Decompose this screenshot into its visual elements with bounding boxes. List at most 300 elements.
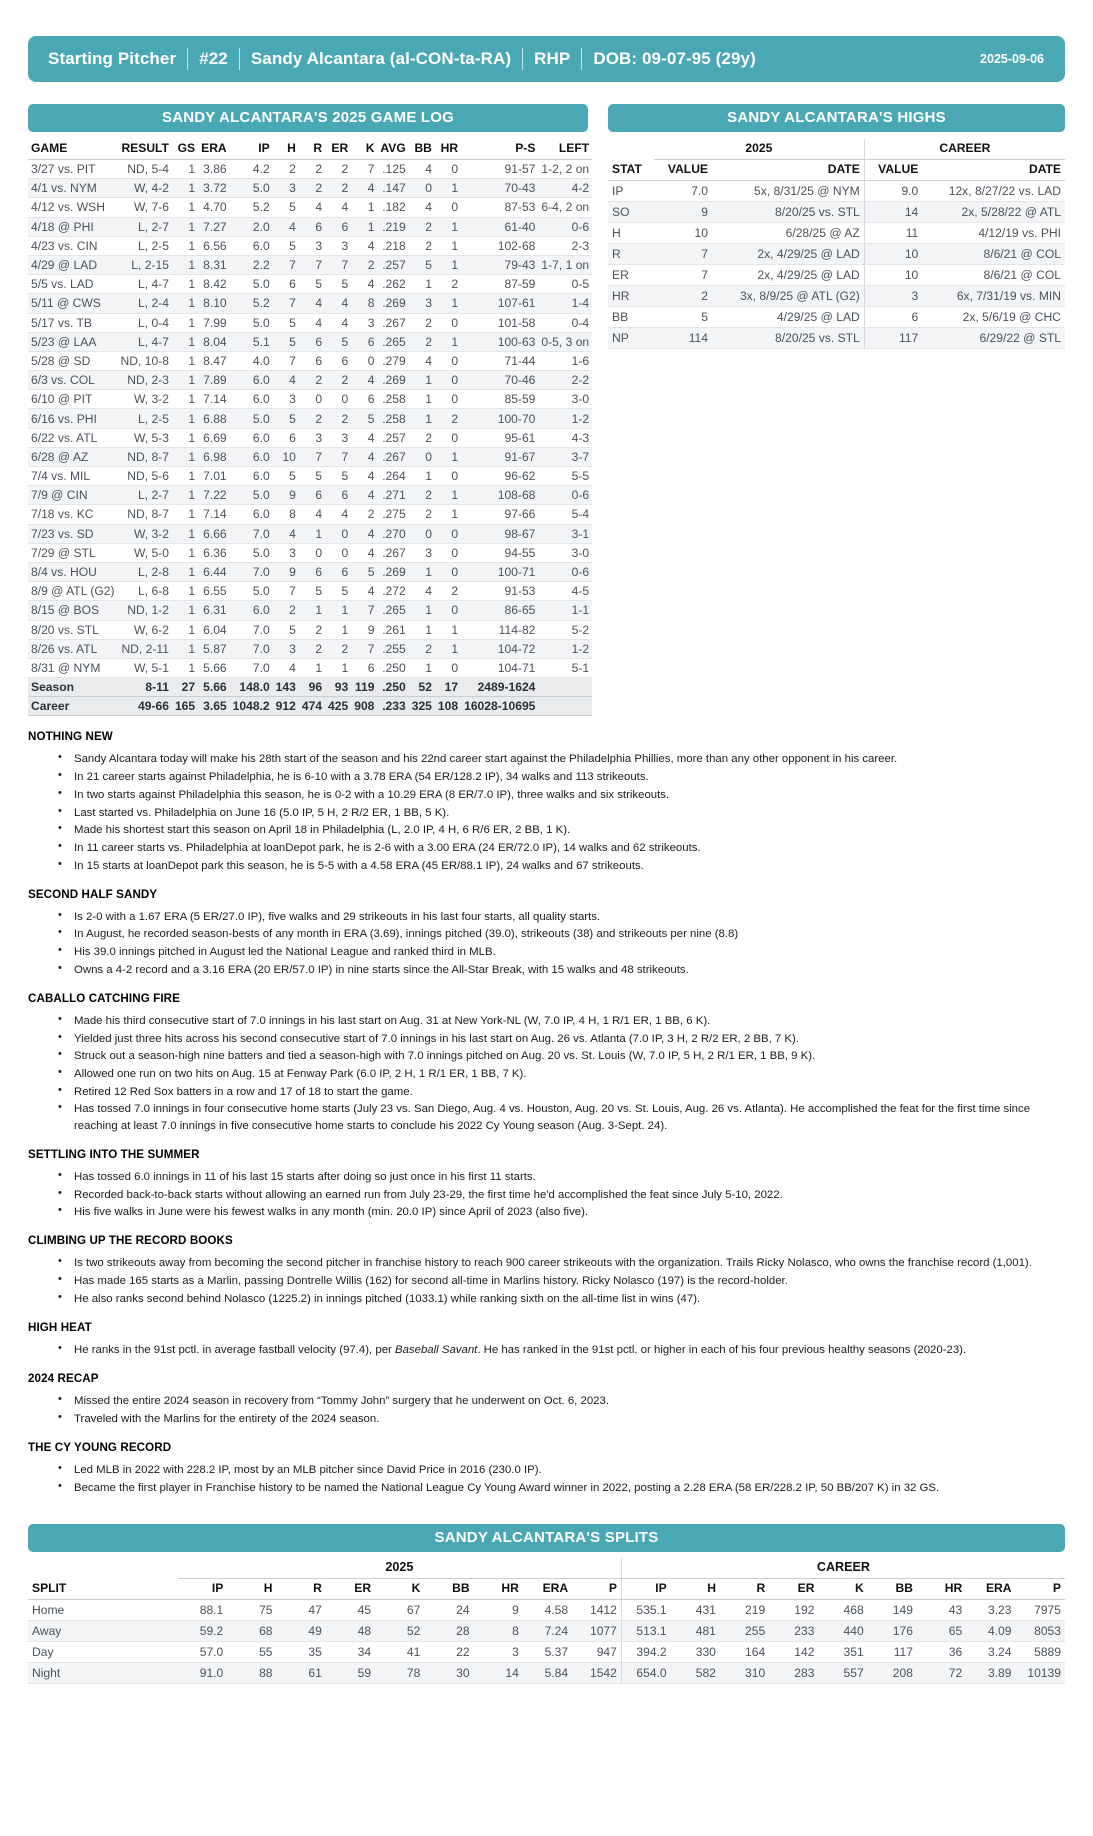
game-log-cell: 2 [409, 505, 435, 524]
game-log-cell: 4 [351, 486, 377, 505]
game-log-cell: 2 [299, 371, 325, 390]
game-log-cell: 8/26 vs. ATL [28, 639, 118, 658]
highs-cell: 2x, 5/28/22 @ ATL [922, 202, 1065, 223]
game-log-cell: 8/15 @ BOS [28, 601, 118, 620]
game-log-cell: 10 [273, 447, 299, 466]
game-log-cell: 4-2 [538, 179, 592, 198]
splits-cell: 7975 [1016, 1599, 1065, 1620]
game-log-cell: 6.44 [198, 562, 230, 581]
splits-cell: 78 [375, 1662, 424, 1683]
game-log-cell: 8 [273, 505, 299, 524]
splits-cell: 10139 [1016, 1662, 1065, 1683]
game-log-cell: .269 [377, 294, 408, 313]
game-log-cell: 7.0 [230, 524, 273, 543]
game-log-cell: 1 [172, 332, 198, 351]
splits-cell: 440 [818, 1620, 867, 1641]
game-log-cell: 6 [299, 562, 325, 581]
game-log-cell: .125 [377, 160, 408, 179]
game-log-cell: 6/10 @ PIT [28, 390, 118, 409]
game-log-cell: 7 [273, 582, 299, 601]
splits-col-p-2025: P [572, 1578, 621, 1599]
game-log-cell: 1 [172, 486, 198, 505]
game-log-cell: 5-1 [538, 658, 592, 677]
game-log-cell: 4 [325, 294, 351, 313]
game-log-cell: 8 [351, 294, 377, 313]
game-log-cell: 2 [409, 313, 435, 332]
highs-cell: 10 [654, 223, 712, 244]
game-log-cell: 6.66 [198, 524, 230, 543]
col-hr: HR [435, 139, 461, 160]
table-row [608, 307, 1065, 328]
game-log-cell: 2 [351, 255, 377, 274]
game-log-cell: 3 [409, 294, 435, 313]
game-log-cell: 2 [409, 236, 435, 255]
game-date: 2025-09-06 [980, 52, 1044, 66]
list-item: • Sandy Alcantara today will make his 28th start of the season and his 22nd career start against the Philadelphia Phillies, more than any other opponent in his career. [72, 751, 1065, 767]
game-log-cell: 5.66 [198, 678, 230, 697]
splits-cell: 30 [424, 1662, 473, 1683]
splits-col-er-2025: ER [326, 1578, 375, 1599]
game-log-cell: 0 [299, 543, 325, 562]
highs-cell: HR [608, 286, 654, 307]
highs-body [608, 181, 1065, 349]
game-log-cell: 3 [409, 543, 435, 562]
game-log-cell: L, 0-4 [118, 313, 172, 332]
list-item: • Is 2-0 with a 1.67 ERA (5 ER/27.0 IP), five walks and 29 strikeouts in his last four starts, all quality starts. [72, 909, 1065, 925]
game-log-cell: 6 [325, 486, 351, 505]
game-log-cell: W, 5-3 [118, 428, 172, 447]
game-log-cell: .275 [377, 505, 408, 524]
splits-cell: 1542 [572, 1662, 621, 1683]
splits-cell: 9 [474, 1599, 523, 1620]
game-log-cell: 91-67 [461, 447, 538, 466]
game-log-cell: 0 [435, 351, 461, 370]
splits-cell: 310 [720, 1662, 769, 1683]
table-row [608, 244, 1065, 265]
highs-header-row [608, 160, 1065, 181]
game-log-cell: 3 [325, 236, 351, 255]
game-log-cell: 5 [351, 562, 377, 581]
game-log-cell: 7 [351, 639, 377, 658]
table-row [28, 620, 592, 639]
splits-cell: 4.09 [966, 1620, 1015, 1641]
splits-cell: 4.58 [523, 1599, 572, 1620]
game-log-cell: 4 [409, 351, 435, 370]
table-row [28, 275, 592, 294]
game-log-cell: 5 [273, 313, 299, 332]
note-bullet-list [28, 1255, 1065, 1307]
splits-cell: 68 [227, 1620, 276, 1641]
game-log-cell: 1 [172, 601, 198, 620]
game-log-cell: 1 [172, 294, 198, 313]
game-log-cell: 0 [435, 467, 461, 486]
game-log-cell: 0 [435, 198, 461, 217]
game-log-cell: .265 [377, 601, 408, 620]
game-log-cell: 1 [172, 179, 198, 198]
splits-row-label: Away [28, 1620, 178, 1641]
splits-cell: 3.24 [966, 1641, 1015, 1662]
game-log-cell: 91-53 [461, 582, 538, 601]
game-log-cell: W, 6-2 [118, 620, 172, 639]
note-bullet-list [28, 1393, 1065, 1427]
game-log-cell: 8.10 [198, 294, 230, 313]
game-log-cell: 6.0 [230, 467, 273, 486]
game-log-cell: 1 [435, 255, 461, 274]
game-log-cell: 3-7 [538, 447, 592, 466]
game-log-cell: 107-61 [461, 294, 538, 313]
game-log-cell: 2 [409, 428, 435, 447]
game-log-cell: 908 [351, 697, 377, 716]
game-log-cell: Career [28, 697, 118, 716]
col-ip: IP [230, 139, 273, 160]
game-log-cell: 4 [299, 294, 325, 313]
game-log-cell: 6.69 [198, 428, 230, 447]
splits-cell: 8053 [1016, 1620, 1065, 1641]
game-log-cell: 6.55 [198, 582, 230, 601]
game-log-cell: 0-5 [538, 275, 592, 294]
table-row [28, 1620, 1065, 1641]
game-log-cell: 2 [325, 160, 351, 179]
game-log-cell: 2 [435, 275, 461, 294]
game-log-cell: .250 [377, 658, 408, 677]
game-log-cell: 0 [409, 179, 435, 198]
highs-cell: 7 [654, 265, 712, 286]
splits-cell: 35 [277, 1641, 326, 1662]
game-log-cell: 1 [172, 160, 198, 179]
table-row [28, 255, 592, 274]
highs-cell: 9 [654, 202, 712, 223]
splits-cell: 7.24 [523, 1620, 572, 1641]
game-log-cell: 2 [299, 160, 325, 179]
game-log-table [28, 139, 592, 716]
game-log-cell: 5.0 [230, 486, 273, 505]
game-log-cell: 52 [409, 678, 435, 697]
game-log-cell: 6.0 [230, 371, 273, 390]
game-log-cell: 96-62 [461, 467, 538, 486]
game-log-cell: 0 [325, 543, 351, 562]
splits-col-split: SPLIT [28, 1578, 178, 1599]
splits-cell: 117 [868, 1641, 917, 1662]
game-log-cell: 1 [172, 524, 198, 543]
game-log-cell: 2 [409, 217, 435, 236]
list-item: • Made his third consecutive start of 7.0 innings in his last start on Aug. 31 at New York-NL (W, 7.0 IP, 4 H, 1 R/1 ER, 1 BB, 6 K). [72, 1013, 1065, 1029]
highs-cell: 14 [864, 202, 922, 223]
table-row [608, 328, 1065, 349]
game-log-cell: .233 [377, 697, 408, 716]
highs-cell: 2x, 4/29/25 @ LAD [712, 265, 864, 286]
game-log-cell: 1 [172, 505, 198, 524]
game-log-cell: 2 [435, 409, 461, 428]
game-log-cell: 5 [351, 409, 377, 428]
splits-cell: 34 [326, 1641, 375, 1662]
game-log-cell: W, 4-2 [118, 179, 172, 198]
splits-cell: 14 [474, 1662, 523, 1683]
splits-group-row [28, 1558, 1065, 1579]
game-log-cell: 1 [409, 620, 435, 639]
game-log-cell: 2 [409, 639, 435, 658]
col-er: ER [325, 139, 351, 160]
game-log-cell: 1 [435, 179, 461, 198]
note-section-heading: CLIMBING UP THE RECORD BOOKS [28, 1234, 233, 1248]
game-log-cell: 2.0 [230, 217, 273, 236]
game-log-cell: .272 [377, 582, 408, 601]
highs-title: SANDY ALCANTARA'S HIGHS [608, 104, 1065, 132]
list-item: • His five walks in June were his fewest walks in any month (min. 20.0 IP) since April of 2023 (also five). [72, 1204, 1065, 1220]
game-log-cell: 0-5, 3 on [538, 332, 592, 351]
splits-col-hr-2025: HR [474, 1578, 523, 1599]
game-log-cell: 7 [299, 447, 325, 466]
highs-group-blank [608, 139, 654, 160]
table-row [28, 658, 592, 677]
game-log-cell: 2 [299, 639, 325, 658]
game-log-cell: 7 [273, 294, 299, 313]
splits-cell: 22 [424, 1641, 473, 1662]
game-log-cell: 7/4 vs. MIL [28, 467, 118, 486]
game-log-cell: 61-40 [461, 217, 538, 236]
note-section-heading: CABALLO CATCHING FIRE [28, 992, 180, 1005]
game-log-body [28, 160, 592, 716]
splits-cell: 47 [277, 1599, 326, 1620]
game-log-panel [28, 104, 588, 716]
game-log-cell: L, 4-7 [118, 332, 172, 351]
splits-row-label: Home [28, 1599, 178, 1620]
game-log-cell: 4 [351, 371, 377, 390]
list-item: • In two starts against Philadelphia this season, he is 0-2 with a 10.29 ERA (8 ER/7.0 IP), three walks and six strikeouts. [72, 787, 1065, 803]
game-log-cell: 98-67 [461, 524, 538, 543]
highs-cell: 10 [864, 244, 922, 265]
highs-group-2025: 2025 [654, 139, 864, 160]
table-row [608, 286, 1065, 307]
game-log-cell: 7 [273, 351, 299, 370]
game-log-cell: 6/22 vs. ATL [28, 428, 118, 447]
game-log-cell: 6/28 @ AZ [28, 447, 118, 466]
table-row [28, 1599, 1065, 1620]
splits-col-ip-2025: IP [178, 1578, 227, 1599]
splits-cell: 88 [227, 1662, 276, 1683]
game-log-cell: 94-55 [461, 543, 538, 562]
highs-group-row [608, 139, 1065, 160]
game-log-cell: L, 2-7 [118, 486, 172, 505]
highs-cell: 2 [654, 286, 712, 307]
game-log-cell: 4 [299, 313, 325, 332]
game-log-cell: 1 [172, 351, 198, 370]
game-log-cell: 95-61 [461, 428, 538, 447]
player-name: Sandy Alcantara (al-CON-ta-RA) [250, 49, 512, 68]
game-log-cell: 7.0 [230, 562, 273, 581]
game-log-cell: L, 6-8 [118, 582, 172, 601]
highs-cell: 7.0 [654, 181, 712, 202]
game-log-cell: 1 [409, 390, 435, 409]
game-log-cell: 0 [409, 524, 435, 543]
game-log-cell: 6.0 [230, 236, 273, 255]
game-log-cell: 4 [273, 524, 299, 543]
game-log-cell: 1 [172, 275, 198, 294]
splits-cell: 164 [720, 1641, 769, 1662]
note-bullet-list [28, 1169, 1065, 1221]
game-log-cell: 3 [325, 428, 351, 447]
game-log-cell: 1 [435, 217, 461, 236]
game-log-cell: 8.31 [198, 255, 230, 274]
game-log-cell: 1 [435, 620, 461, 639]
game-log-cell: 49-66 [118, 697, 172, 716]
game-log-cell: 0-6 [538, 562, 592, 581]
game-log-cell: 9 [273, 562, 299, 581]
table-row-total [28, 697, 592, 716]
highs-cell: IP [608, 181, 654, 202]
highs-cell: ER [608, 265, 654, 286]
game-log-cell: ND, 10-8 [118, 351, 172, 370]
game-log-cell: 0 [435, 371, 461, 390]
game-log-cell: ND, 5-6 [118, 467, 172, 486]
player-dob: DOB: 09-07-95 (29y) [593, 49, 756, 68]
game-log-cell: 4/29 @ LAD [28, 255, 118, 274]
game-log-cell: 1 [409, 409, 435, 428]
game-log-cell: 2 [299, 409, 325, 428]
game-log-cell: W, 7-6 [118, 198, 172, 217]
game-log-cell: W, 5-1 [118, 658, 172, 677]
game-log-cell: L, 2-7 [118, 217, 172, 236]
game-log-cell: 6 [299, 351, 325, 370]
game-log-cell: .267 [377, 543, 408, 562]
game-log-cell: 7/18 vs. KC [28, 505, 118, 524]
game-log-cell: 1 [172, 562, 198, 581]
game-log-cell: 1-6 [538, 351, 592, 370]
game-log-cell: ND, 8-7 [118, 505, 172, 524]
game-log-cell: 4 [409, 198, 435, 217]
game-log-cell: L, 4-7 [118, 275, 172, 294]
game-log-cell: W, 3-2 [118, 524, 172, 543]
splits-cell: 149 [868, 1599, 917, 1620]
note-section-heading: NOTHING NEW [28, 730, 113, 744]
game-log-cell: 7.14 [198, 390, 230, 409]
note-section-heading: HIGH HEAT [28, 1320, 92, 1334]
game-log-cell: 6.0 [230, 505, 273, 524]
game-log-cell: 16028-10695 [461, 697, 538, 716]
game-log-cell: 474 [299, 697, 325, 716]
table-row [28, 467, 592, 486]
splits-cell: 65 [917, 1620, 966, 1641]
game-log-cell: 7 [299, 255, 325, 274]
game-log-cell: 5 [273, 198, 299, 217]
game-log-cell: 5/17 vs. TB [28, 313, 118, 332]
game-log-cell: 6.0 [230, 447, 273, 466]
game-log-cell: 6 [299, 332, 325, 351]
player-number: #22 [199, 49, 228, 68]
splits-cell: 255 [720, 1620, 769, 1641]
splits-col-era-2025: ERA [523, 1578, 572, 1599]
col-h: H [273, 139, 299, 160]
highs-group-career: CAREER [864, 139, 1065, 160]
game-log-cell: 1 [435, 294, 461, 313]
game-log-cell: 6.0 [230, 428, 273, 447]
game-log-cell: 3 [273, 543, 299, 562]
game-log-cell: 4 [409, 582, 435, 601]
splits-col-er-career: ER [769, 1578, 818, 1599]
game-log-cell: 6/16 vs. PHI [28, 409, 118, 428]
splits-cell: 41 [375, 1641, 424, 1662]
table-row [28, 236, 592, 255]
list-item: • Yielded just three hits across his second consecutive start of 7.0 innings in his last start on Aug. 26 vs. Atlanta (7.0 IP, 3 H, 2 R/2 ER, 2 BB, 7 K). [72, 1031, 1065, 1047]
game-log-cell: 27 [172, 678, 198, 697]
game-log-cell: 5.1 [230, 332, 273, 351]
game-log-cell: 8.42 [198, 275, 230, 294]
game-log-cell: 96 [299, 678, 325, 697]
game-log-cell: 7/9 @ CIN [28, 486, 118, 505]
list-item: • Retired 12 Red Sox batters in a row and 17 of 18 to start the game. [72, 1084, 1065, 1100]
splits-table [28, 1558, 1065, 1684]
game-log-cell: 1 [435, 447, 461, 466]
game-log-cell: 1 [172, 543, 198, 562]
game-log-cell: 2 [325, 371, 351, 390]
game-log-cell: 0 [435, 390, 461, 409]
game-log-cell: 1 [172, 582, 198, 601]
col-gs: GS [172, 139, 198, 160]
game-log-cell: 3.86 [198, 160, 230, 179]
game-log-cell: 6.88 [198, 409, 230, 428]
highs-col-date-2025: DATE [712, 160, 864, 181]
game-log-cell: 5 [273, 620, 299, 639]
col-r: R [299, 139, 325, 160]
player-role: Starting Pitcher [48, 49, 177, 68]
game-log-cell: 6 [351, 390, 377, 409]
game-log-cell: 2 [325, 179, 351, 198]
game-log-cell: ND, 2-11 [118, 639, 172, 658]
game-log-cell: 2-3 [538, 236, 592, 255]
game-log-cell: 0 [435, 601, 461, 620]
splits-header-row [28, 1578, 1065, 1599]
game-log-cell: 4.0 [230, 351, 273, 370]
game-log-cell: .262 [377, 275, 408, 294]
highs-cell: 8/20/25 vs. STL [712, 328, 864, 349]
game-log-cell: 1 [172, 428, 198, 447]
game-log-cell: 97-66 [461, 505, 538, 524]
game-log-cell: 1 [172, 313, 198, 332]
splits-cell: 67 [375, 1599, 424, 1620]
list-item: • In 15 starts at loanDepot park this season, he is 5-5 with a 4.58 ERA (45 ER/88.1 IP), 24 walks and 67 strikeouts. [72, 858, 1065, 874]
splits-col-r-2025: R [277, 1578, 326, 1599]
splits-cell: 52 [375, 1620, 424, 1641]
col-result: RESULT [118, 139, 172, 160]
game-log-cell: W, 5-0 [118, 543, 172, 562]
game-log-cell: 2 [409, 486, 435, 505]
game-log-cell: 86-65 [461, 601, 538, 620]
game-log-cell: 1-2 [538, 639, 592, 658]
splits-cell: 535.1 [621, 1599, 670, 1620]
splits-cell: 8 [474, 1620, 523, 1641]
table-row [28, 1641, 1065, 1662]
splits-cell: 582 [671, 1662, 720, 1683]
game-log-cell: 9 [273, 486, 299, 505]
game-log-cell: 4 [299, 198, 325, 217]
game-log-cell: 4-3 [538, 428, 592, 447]
game-log-cell: 4.2 [230, 160, 273, 179]
game-log-cell: 1 [172, 255, 198, 274]
game-log-cell: .147 [377, 179, 408, 198]
game-log-cell: 5.2 [230, 294, 273, 313]
table-row [28, 447, 592, 466]
splits-col-hr-career: HR [917, 1578, 966, 1599]
game-log-cell: .267 [377, 447, 408, 466]
game-log-cell: 7.89 [198, 371, 230, 390]
game-log-cell [538, 697, 592, 716]
game-log-cell: 4.70 [198, 198, 230, 217]
highs-cell: 6x, 7/31/19 vs. MIN [922, 286, 1065, 307]
splits-body [28, 1599, 1065, 1683]
game-log-cell: 0 [325, 524, 351, 543]
game-log-cell: 0 [435, 428, 461, 447]
game-log-cell: 0 [435, 658, 461, 677]
game-log-cell: W, 3-2 [118, 390, 172, 409]
